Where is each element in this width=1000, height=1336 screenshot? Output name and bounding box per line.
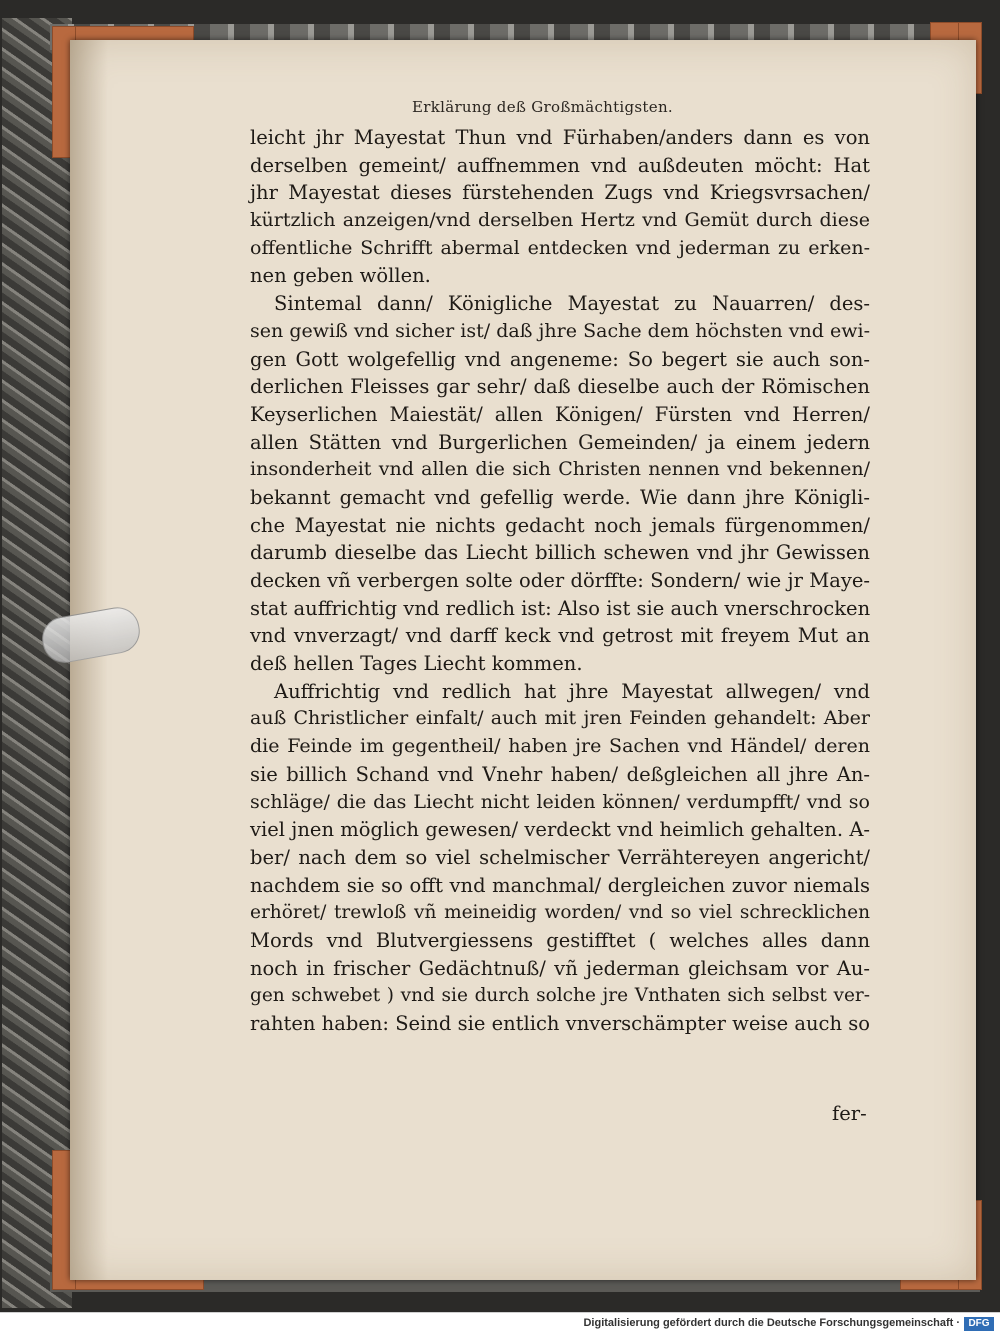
text-line: vnd vnverzagt/ vnd darff keck vnd getrost mit freyem Mut an [250, 624, 870, 648]
text-line: noch in frischer Gedächtnuß/ vñ jederman gleichsam vor Au- [250, 956, 870, 980]
text-line: decken vñ verbergen solte oder dörffte: Sondern/ wie jr Maye- [250, 569, 870, 592]
text-line: stat auffrichtig vnd redlich ist: Also ist sie auch vnerschrocken [250, 596, 871, 620]
text-line: derlichen Fleisses gar sehr/ daß dieselbe auch der Römischen [250, 375, 870, 399]
text-line: gen Gott wolgefellig vnd angeneme: So begert sie auch son- [250, 347, 870, 371]
text-line: che Mayestat nie nichts gedacht noch jemals fürgenommen/ [250, 513, 870, 537]
text-line: bekannt gemacht vnd gefellig werde. Wie dann jhre Königli- [250, 485, 870, 509]
binding-board-left [2, 18, 72, 1308]
funding-credit: Digitalisierung gefördert durch die Deutsche Forschungsgemeinschaft · [583, 1317, 960, 1329]
text-line: darumb dieselbe das Liecht billich schewen vnd jhr Gewissen [250, 541, 870, 565]
text-line: ber/ nach dem so viel schelmischer Verrähtereyen angericht/ [250, 845, 870, 869]
text-line: offentliche Schrifft abermal entdecken vnd jederman zu erken- [250, 236, 870, 259]
text-line: schläge/ die das Liecht nicht leiden können/ verdumpfft/ vnd so [250, 790, 870, 813]
footer-bar [0, 1312, 1000, 1336]
running-head: Erklärung deß Großmächtigsten. [412, 98, 673, 116]
text-line: Auffrichtig vnd redlich hat jhre Mayestat allwegen/ vnd [274, 679, 870, 703]
text-line: leicht jhr Mayestat Thun vnd Fürhaben/anders dann es von [250, 126, 870, 149]
text-line: viel jnen möglich gewesen/ verdeckt vnd heimlich gehalten. A- [250, 818, 870, 842]
text-line: die Feinde im gegentheil/ haben jre Sachen vnd Händel/ deren [250, 735, 870, 758]
text-line: sie billich Schand vnd Vnehr haben/ deßgleichen all jhre An- [250, 762, 870, 786]
text-line: auß Christlicher einfalt/ auch mit jren Feinden gehandelt: Aber [250, 707, 870, 730]
text-line: deß hellen Tages Liecht kommen. [250, 652, 583, 676]
text-line: insonderheit vnd allen die sich Christen nennen vnd bekennen/ [250, 458, 870, 481]
text-line: Keyserlichen Maiestät/ allen Königen/ Fürsten vnd Herren/ [250, 402, 870, 426]
text-line: nen geben wöllen. [250, 264, 431, 288]
text-line: erhöret/ trewloß vñ meineidig worden/ vnd so viel schrecklichen [250, 902, 870, 924]
text-line: rahten haben: Seind sie entlich vnverschämpter weise auch so [250, 1012, 870, 1035]
text-line: gen schwebet ) vnd sie durch solche jre Vnthaten sich selbst ver- [250, 985, 870, 1007]
text-line: nachdem sie so offt vnd manchmal/ dergleichen zuvor niemals [250, 873, 870, 897]
text-line: allen Stätten vnd Burgerlichen Gemeinden/ ja einem jedern [250, 430, 870, 454]
text-line: Sintemal dann/ Königliche Mayestat zu Nauarren/ des- [274, 292, 870, 316]
text-line: jhr Mayestat dieses fürstehenden Zugs vnd Kriegsvrsachen/ [250, 181, 870, 205]
dfg-logo-icon: DFG [964, 1317, 994, 1331]
text-line: sen gewiß vnd sicher ist/ daß jhre Sache dem höchsten vnd ewi- [250, 319, 870, 342]
text-line: derselben gemeint/ auffnemmen vnd außdeuten möcht: Hat [250, 153, 870, 177]
catchword: fer- [832, 1102, 867, 1125]
text-line: Mords vnd Blutvergiessens gestifftet ( welches alles dann [250, 928, 870, 952]
body-text [250, 124, 870, 1038]
text-line: kürtzlich anzeigen/vnd derselben Hertz vnd Gemüt durch diese [250, 209, 870, 232]
